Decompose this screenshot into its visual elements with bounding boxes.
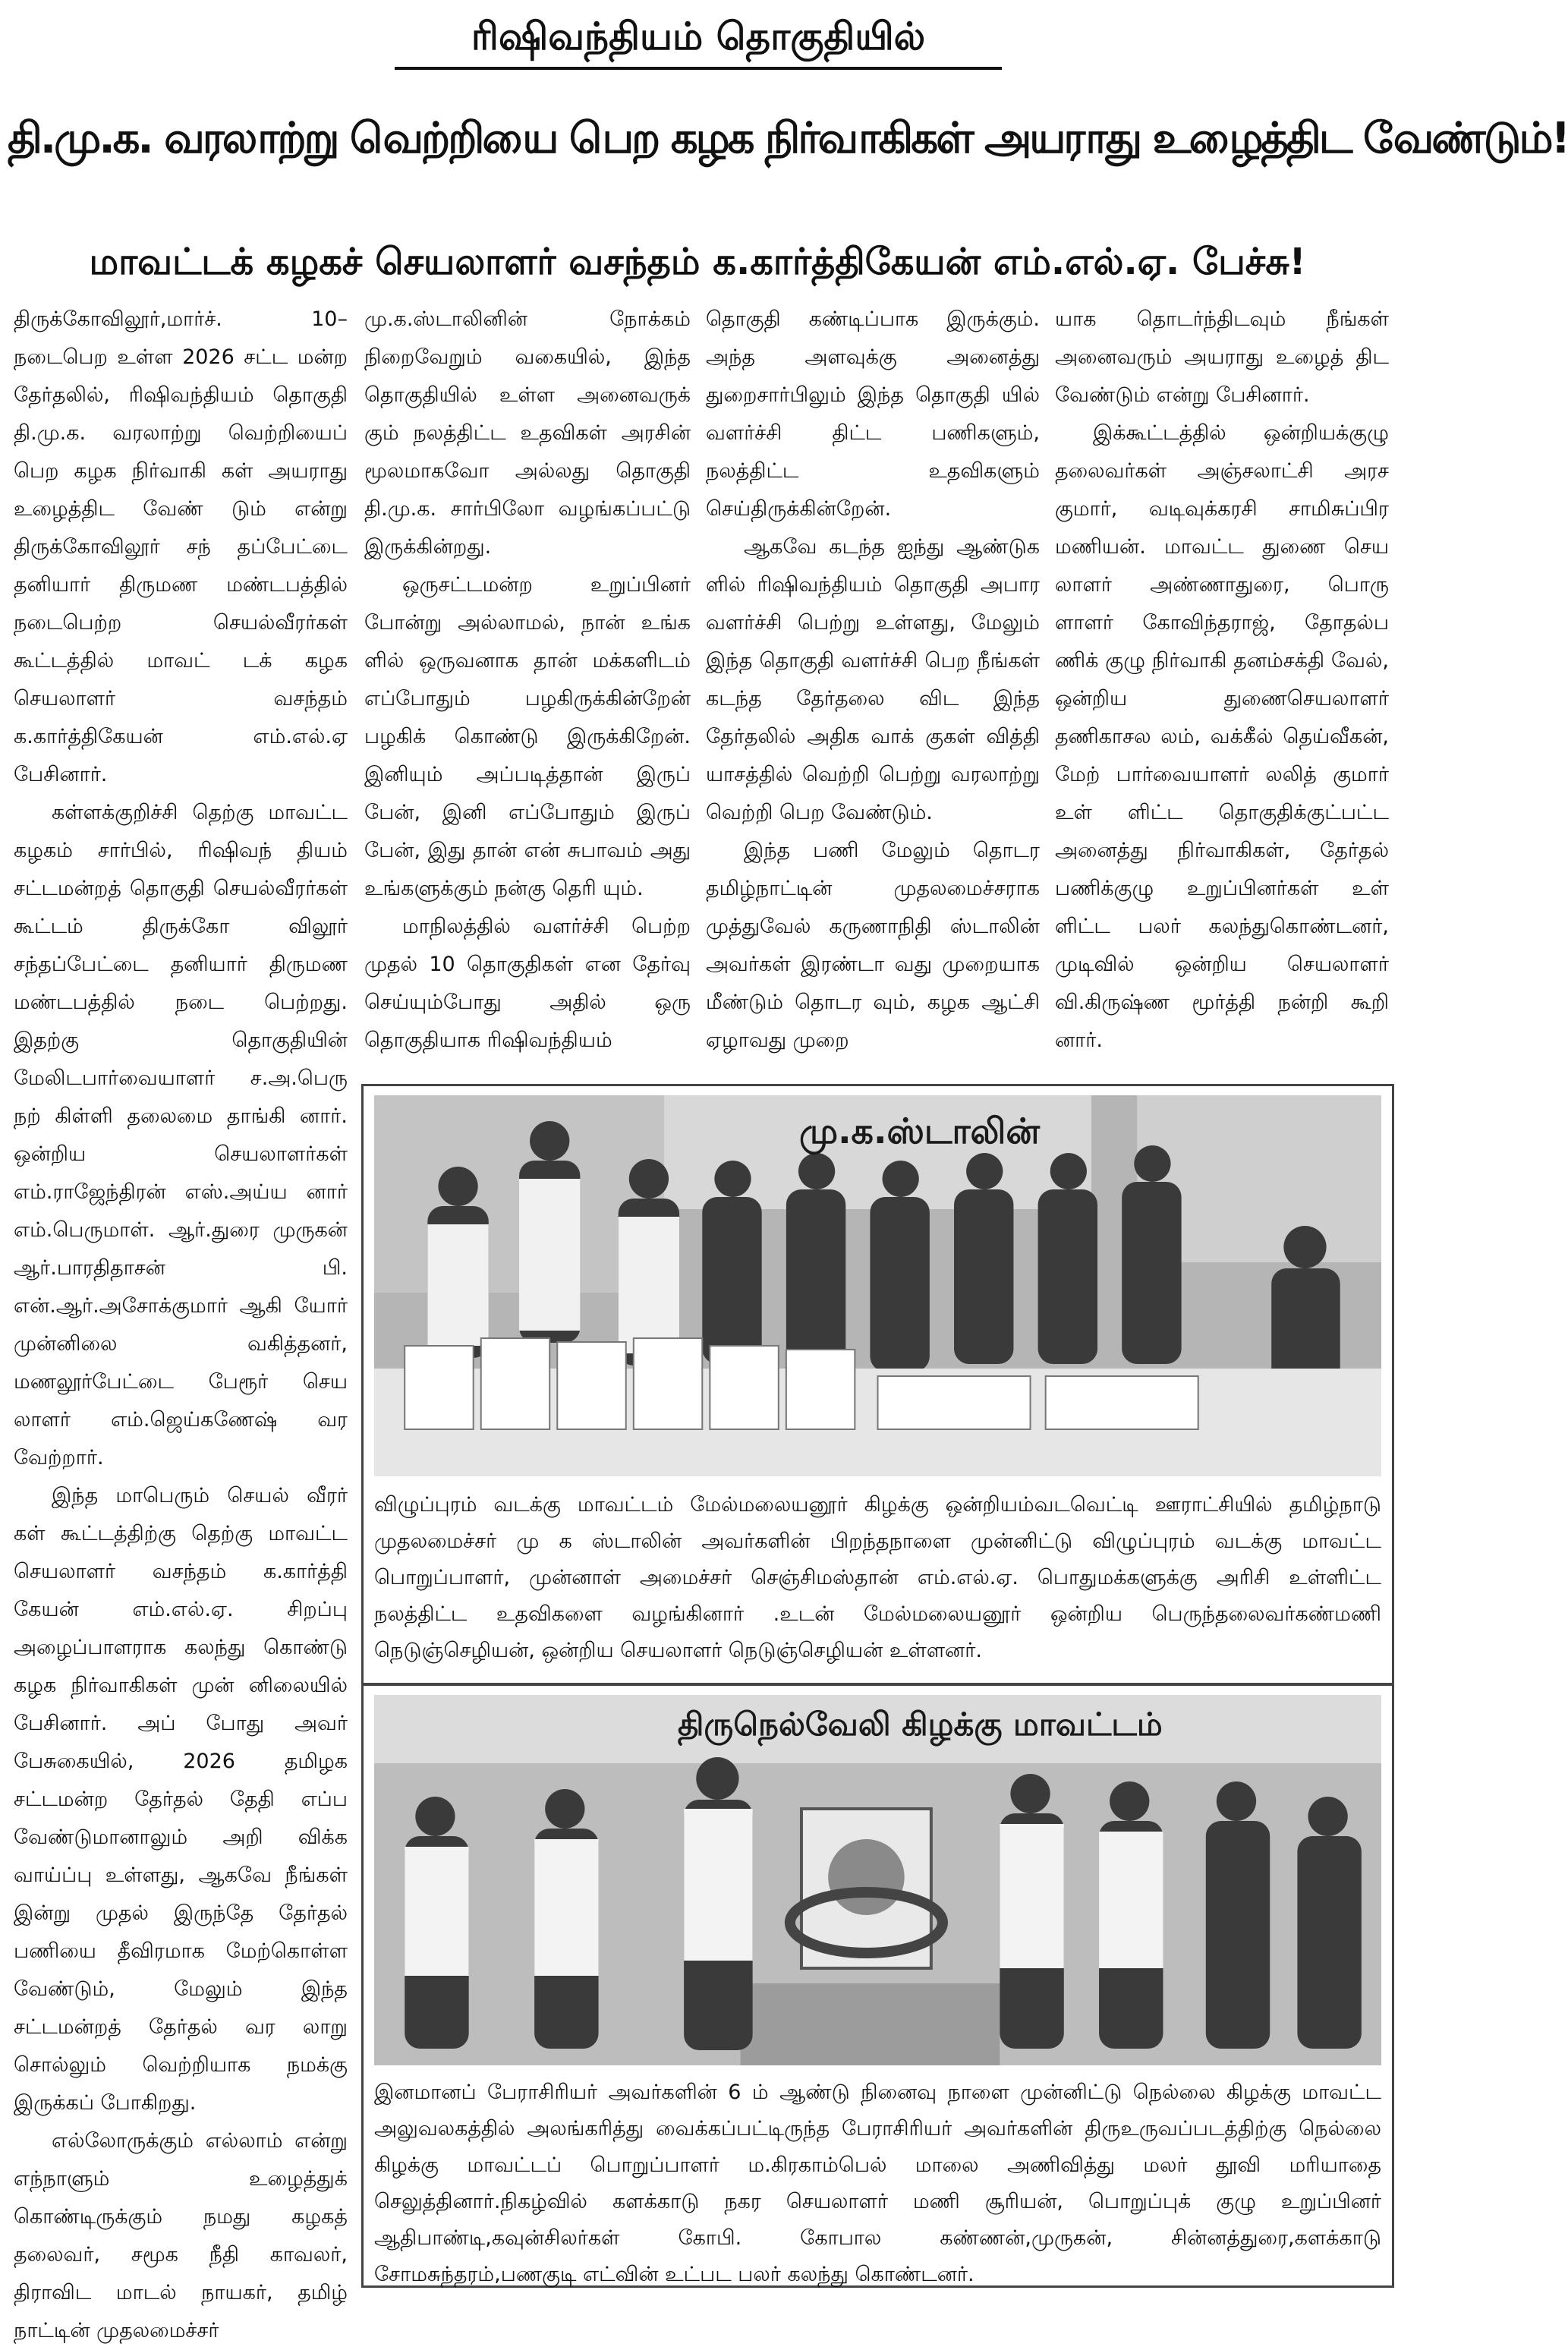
photo-box-rice-distribution: [361, 1084, 1394, 1685]
photo-tribute: [374, 1695, 1381, 2065]
article-column-4: [1055, 301, 1389, 1060]
photo-box-tribute: [361, 1684, 1394, 2288]
article-column-3: [706, 301, 1040, 1060]
photo-rice-distribution: [374, 1095, 1381, 1476]
paragraph: திருக்கோவிலூர்,மார்ச். 10– நடைபெற உள்ள 2026 சட்ட மன்ற தேர்தலில், ரிஷிவந்தியம் தொகுதி தி.மு.க. வரலாற்று வெற்றியைப் பெற கழக நிர்வாகி கள் அயராது உழைத்திட வேண் டும் என்று திருக்கோவிலூர் சந் தப்பேட்டை தனியார் திருமண மண்டபத்தில் நடைபெற்ற செயல்வீரர்கள் கூட்டத்தில் மாவட் டக் கழக செயலாளர் வசந்தம் க.கார்த்திகேயன் எம்.எல்.ஏ பேசினார்.: [14, 307, 348, 786]
paragraph: ஒருசட்டமன்ற உறுப்பினர் போன்று அல்லாமல், நான் உங்க ளில் ஒருவனாக தான் மக்களிடம் எப்போதும் பழகிருக்கின்றேன் பழகிக் கொண்டு இருக்கிறேன். இனியும் அப்படித்தான் இருப் பேன், இனி எப்போதும் இருப் பேன், இது தான் என் சுபாவம் அது உங்களுக்கும் நன்கு தெரி யும்.: [364, 573, 691, 900]
photo-caption: இனமானப் பேராசிரியர் அவர்களின் 6 ம் ஆண்டு நினைவு நாளை முன்னிட்டு நெல்லை கிழக்கு மாவட்ட அலுவலகத்தில் அலங்கரித்து வைக்கப்பட்டிருந்த பேராசிரியர் அவர்களின் திருஉருவப்படத்திற்கு நெல்லை கிழக்கு மாவட்டப் பொறுப்பாளர் ம.கிரகாம்பெல் மாலை அணிவித்து மலர் தூவி மரியாதை செலுத்தினார்.நிகழ்வில் களக்காடு நகர செயலாளர் மணி சூரியன், பொறுப்புக் குழு உறுப்பினர் ஆதிபாண்டி,கவுன்சிலர்கள் கோபி. கோபால கண்ணன்,முருகன், சின்னத்துரை,களக்காடு சோமசுந்தரம்,பணகுடி எட்வின் உட்பட பலர் கலந்து கொண்டனர்.: [374, 2081, 1381, 2286]
paragraph: இக்கூட்டத்தில் ஒன்றியக்குழு தலைவர்கள் அஞ்சலாட்சி அரச குமார், வடிவுக்கரசி சாமிசுப்பிர மணியன். மாவட்ட துணை செய லாளர் அண்ணாதுரை, பொரு ளாளர் கோவிந்தராஜ், தோதல்ப ணிக் குழு நிர்வாகி தனம்சக்தி வேல், ஒன்றிய துணைசெயலாளர் தணிகாசல லம், வக்கீல் தெய்வீகன், மேற் பார்வையாளர் லலித் குமார் உள் ளிட்ட தொகுதிக்குட்பட்ட அனைத்து நிர்வாகிகள், தேர்தல் பணிக்குழு உறுப்பினர்கள் உள் ளிட்ட பலர் கலந்துகொண்டனர், முடிவில் ஒன்றிய செயலாளர் வி.கிருஷ்ண மூர்த்தி நன்றி கூறி னார்.: [1055, 421, 1389, 1052]
paragraph: மாநிலத்தில் வளர்ச்சி பெற்ற முதல் 10 தொகுதிகள் என தேர்வு செய்யும்போது அதில் ஒரு தொகுதியாக ரிஷிவந்தியம்: [364, 915, 691, 1052]
paragraph: யாக தொடர்ந்திடவும் நீங்கள் அனைவரும் அயராது உழைத் திட வேண்டும் என்று பேசினார்.: [1055, 307, 1389, 407]
paragraph: கள்ளக்குறிச்சி தெற்கு மாவட்ட கழகம் சார்பில், ரிஷிவந் தியம் சட்டமன்றத் தொகுதி செயல்வீரர்கள் கூட்டம் திருக்கோ விலூர் சந்தப்பேட்டை தனியார் திருமண மண்டபத்தில் நடை பெற்றது. இதற்கு தொகுதியின் மேலிடபார்வையாளர் ச.அ.பெரு நற் கிள்ளி தலைமை தாங்கி னார். ஒன்றிய செயலாளர்கள் எம்.ராஜேந்திரன் எஸ்.அய்ய னார் எம்.பெருமாள். ஆர்.துரை முருகன் ஆர்.பாரதிதாசன் பி. என்.ஆர்.அசோக்குமார் ஆகி யோர் முன்னிலை வகித்தனர், மணலூர்பேட்டை பேரூர் செய லாளர் எம்.ஜெய்கணேஷ் வர வேற்றார்.: [14, 801, 348, 1470]
photo-banner-text: மு.க.ஸ்டாலின்: [799, 1110, 1040, 1151]
paragraph: எல்லோருக்கும் எல்லாம் என்று எந்நாளும் உழைத்துக் கொண்டிருக்கும் நமது கழகத் தலைவர், சமூக நீதி காவலர், திராவிட மாடல் நாயகர், தமிழ் நாட்டின் முதலமைச்சர்: [14, 2129, 348, 2342]
photo-illustration: [374, 1695, 1381, 2065]
headline: தி.மு.க. வரலாற்று வெற்றியை பெற கழக நிர்வாகிகள் அயராது உழைத்திட வேண்டும்!: [8, 114, 1568, 163]
paragraph: இந்த மாபெரும் செயல் வீரர் கள் கூட்டத்திற்கு தெற்கு மாவட்ட செயலாளர் வசந்தம் க.கார்த்தி கேயன் எம்.எல்.ஏ. சிறப்பு அழைப்பாளராக கலந்து கொண்டு கழக நிர்வாகிகள் முன் னிலையில் பேசினார். அப் போது அவர் பேசுகையில், 2026 தமிழக சட்டமன்ற தேர்தல் தேதி எப்ப வேண்டுமானாலும் அறி விக்க வாய்ப்பு உள்ளது, ஆகவே நீங்கள் இன்று முதல் இருந்தே தேர்தல் பணியை தீவிரமாக மேற்கொள்ள வேண்டும், மேலும் இந்த சட்டமன்றத் தேர்தல் வர லாறு சொல்லும் வெற்றியாக நமக்கு இருக்கப் போகிறது.: [14, 1484, 348, 2115]
article-column-1: [14, 301, 348, 2342]
photo-banner-text: திருநெல்வேலி கிழக்கு மாவட்டம்: [678, 1706, 1163, 1743]
section-kicker: ரிஷிவந்தியம் தொகுதியில்: [395, 6, 1002, 70]
paragraph: இந்த பணி மேலும் தொடர தமிழ்நாட்டின் முதலமைச்சராக முத்துவேல் கருணாநிதி ஸ்டாலின் அவர்கள் இரண்டா வது முறையாக மீண்டும் தொடர வும், கழக ஆட்சி ஏழாவது முறை: [706, 839, 1040, 1052]
subheadline: மாவட்டக் கழகச் செயலாளர் வசந்தம் க.கார்த்திகேயன் எம்.எல்.ஏ. பேச்சு!: [89, 241, 1306, 283]
paragraph: தொகுதி கண்டிப்பாக இருக்கும். அந்த அளவுக்கு அனைத்து துறைசார்பிலும் இந்த தொகுதி யில் வளர்ச்சி திட்ட பணிகளும், நலத்திட்ட உதவிகளும் செய்திருக்கின்றேன்.: [706, 307, 1040, 521]
paragraph: ஆகவே கடந்த ஐந்து ஆண்டுக ளில் ரிஷிவந்தியம் தொகுதி அபார வளர்ச்சி பெற்று உள்ளது, மேலும் இந்த தொகுதி வளர்ச்சி பெற நீங்கள் கடந்த தேர்தலை விட இந்த தேர்தலில் அதிக வாக் குகள் வித்தி யாசத்தில் வெற்றி பெற்று வரலாற்று வெற்றி பெற வேண்டும்.: [706, 535, 1040, 824]
photo-caption: விழுப்புரம் வடக்கு மாவட்டம் மேல்மலையனூர் கிழக்கு ஒன்றியம்வடவெட்டி ஊராட்சியில் தமிழ்நாடு முதலமைச்சர் மு க ஸ்டாலின் அவர்களின் பிறந்தநாளை முன்னிட்டு விழுப்புரம் வடக்கு மாவட்ட பொறுப்பாளர், முன்னாள் அமைச்சர் செஞ்சிமஸ்தான் எம்.எல்.ஏ. பொதுமக்களுக்கு அரிசி உள்ளிட்ட நலத்திட்ட உதவிகளை வழங்கினார் .உடன் மேல்மலையனூர் ஒன்றிய பெருந்தலைவர்கண்மணி நெடுஞ்செழியன், ஒன்றிய செயலாளர் நெடுஞ்செழியன் உள்ளனர்.: [374, 1493, 1381, 1662]
paragraph: மு.க.ஸ்டாலினின் நோக்கம் நிறைவேறும் வகையில், இந்த தொகுதியில் உள்ள அனைவருக் கும் நலத்திட்ட உதவிகள் அரசின் மூலமாகவோ அல்லது தொகுதி தி.மு.க. சார்பிலோ வழங்கப்பட்டு இருக்கின்றது.: [364, 307, 691, 559]
article-column-2: [364, 301, 691, 1060]
